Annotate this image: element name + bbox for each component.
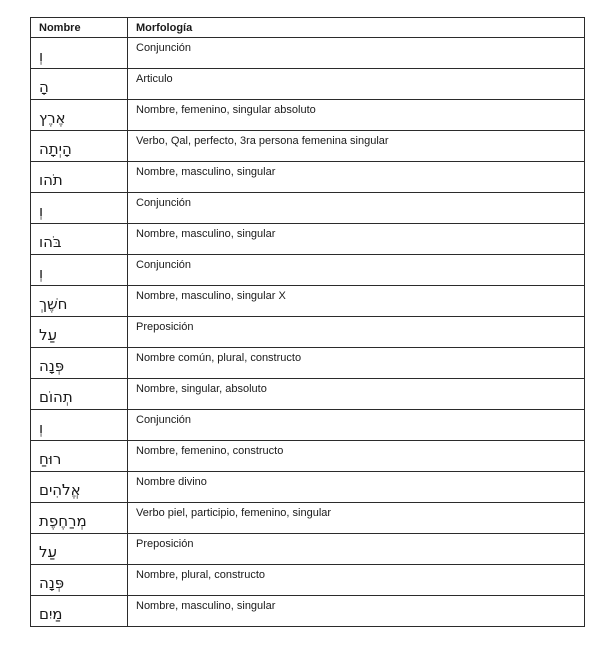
table-row: [31, 596, 585, 627]
hebrew-word-cell: [31, 317, 128, 348]
hebrew-word-cell: [31, 472, 128, 503]
hebrew-word-cell: [31, 503, 128, 534]
hebrew-word-cell: [31, 100, 128, 131]
hebrew-word-cell: [31, 38, 128, 69]
hebrew-word: רוּחַ: [39, 449, 62, 468]
table-row: [31, 410, 585, 441]
table-row: [31, 38, 585, 69]
table-row: [31, 255, 585, 286]
hebrew-word: וְ: [39, 46, 44, 65]
hebrew-word-cell: [31, 565, 128, 596]
morphology-cell: Conjunción: [128, 38, 585, 69]
table-row: [31, 100, 585, 131]
morphology-cell: Nombre, singular, absoluto: [128, 379, 585, 410]
morphology-cell: Nombre, femenino, constructo: [128, 441, 585, 472]
hebrew-word: תֹהו: [39, 170, 63, 189]
hebrew-word-cell: [31, 286, 128, 317]
hebrew-word-cell: [31, 255, 128, 286]
table-row: [31, 379, 585, 410]
morphology-cell: Preposición: [128, 317, 585, 348]
hebrew-word: הָ: [39, 77, 49, 96]
table-row: [31, 472, 585, 503]
hebrew-word-cell: [31, 441, 128, 472]
table-row: [31, 348, 585, 379]
morphology-cell: Nombre, plural, constructo: [128, 565, 585, 596]
hebrew-word-cell: [31, 596, 128, 627]
hebrew-word: וְ: [39, 263, 44, 282]
hebrew-word-cell: [31, 379, 128, 410]
morphology-cell: Verbo, Qal, perfecto, 3ra persona femenina singular: [128, 131, 585, 162]
hebrew-word-cell: [31, 162, 128, 193]
table-row: [31, 286, 585, 317]
hebrew-word: פְּנָה: [39, 356, 65, 375]
hebrew-word: פְּנָה: [39, 573, 65, 592]
table-row: [31, 503, 585, 534]
table-row: [31, 565, 585, 596]
morphology-cell: Nombre común, plural, constructo: [128, 348, 585, 379]
table-row: [31, 441, 585, 472]
header-row: [31, 18, 585, 38]
hebrew-word-cell: [31, 348, 128, 379]
hebrew-word: בֹּהו: [39, 232, 62, 251]
hebrew-word: תְהוֹם: [39, 387, 73, 406]
table-body: [31, 38, 585, 627]
hebrew-word: וְ: [39, 418, 44, 437]
morphology-cell: Nombre, femenino, singular absoluto: [128, 100, 585, 131]
header-nombre: Nombre: [31, 18, 128, 38]
hebrew-word-cell: [31, 410, 128, 441]
hebrew-word: עַל: [39, 325, 58, 344]
hebrew-word: אֶרֶץ: [39, 108, 66, 127]
hebrew-word-cell: [31, 193, 128, 224]
table-row: [31, 131, 585, 162]
table-row: [31, 162, 585, 193]
table-row: [31, 534, 585, 565]
morphology-cell: Nombre, masculino, singular: [128, 596, 585, 627]
morphology-cell: Nombre divino: [128, 472, 585, 503]
morphology-table-container: [30, 17, 585, 627]
table-row: [31, 224, 585, 255]
morphology-cell: Conjunción: [128, 193, 585, 224]
hebrew-word-cell: [31, 224, 128, 255]
morphology-cell: Conjunción: [128, 255, 585, 286]
hebrew-word: מַיִם: [39, 604, 63, 623]
hebrew-word: אֱלֹהִים: [39, 480, 81, 499]
table-row: [31, 193, 585, 224]
hebrew-word: הָיְתָה: [39, 139, 72, 158]
hebrew-word: מְרַחֶפֶת: [39, 511, 87, 530]
hebrew-word: וְ: [39, 201, 44, 220]
morphology-cell: Preposición: [128, 534, 585, 565]
morphology-cell: Conjunción: [128, 410, 585, 441]
hebrew-word-cell: [31, 69, 128, 100]
morphology-cell: Verbo piel, participio, femenino, singular: [128, 503, 585, 534]
hebrew-word: עַל: [39, 542, 58, 561]
morphology-cell: Nombre, masculino, singular: [128, 224, 585, 255]
table-row: [31, 69, 585, 100]
hebrew-word: חשֶׁךְ: [39, 294, 68, 313]
header-morfologia: Morfología: [128, 18, 585, 38]
morphology-cell: Articulo: [128, 69, 585, 100]
morphology-table: [30, 17, 585, 627]
morphology-cell: Nombre, masculino, singular: [128, 162, 585, 193]
hebrew-word-cell: [31, 534, 128, 565]
table-row: [31, 317, 585, 348]
hebrew-word-cell: [31, 131, 128, 162]
morphology-cell: Nombre, masculino, singular X: [128, 286, 585, 317]
